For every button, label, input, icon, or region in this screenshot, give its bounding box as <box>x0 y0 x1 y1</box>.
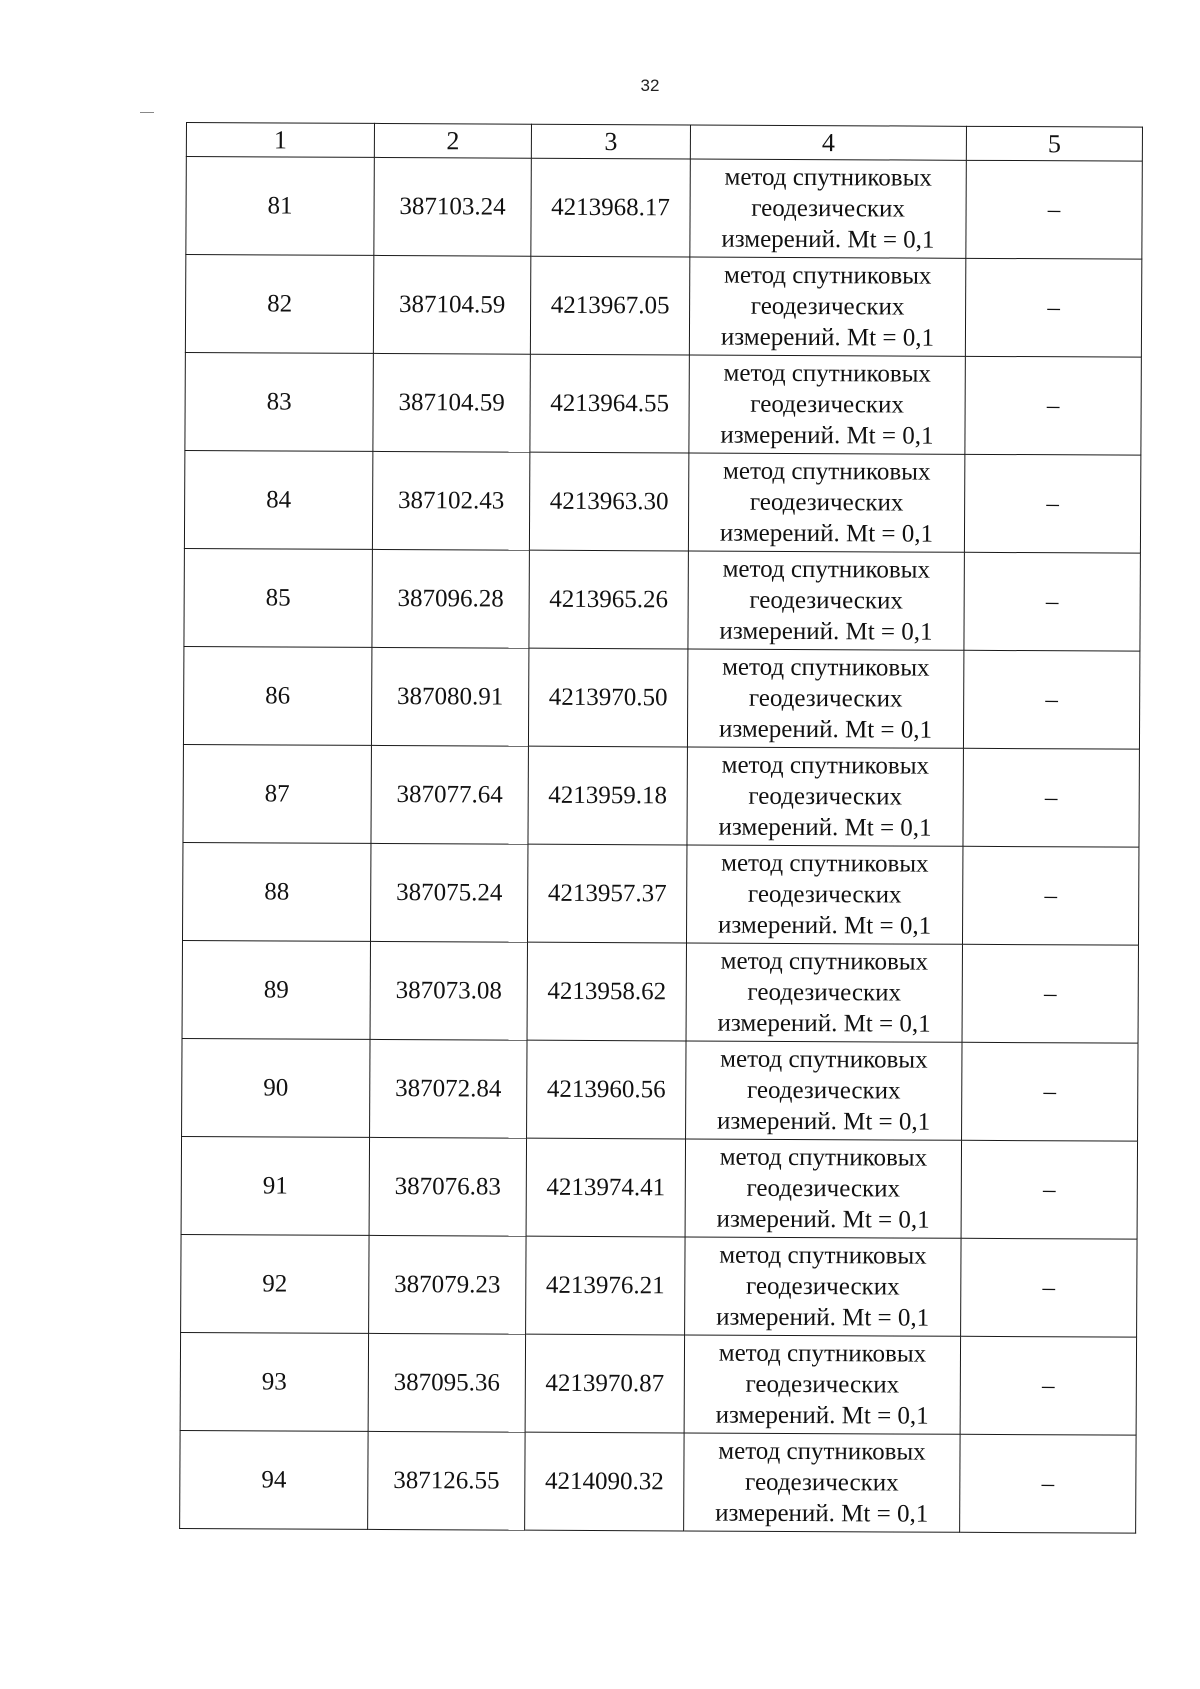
note-cell: – <box>961 1140 1137 1239</box>
method-cell <box>690 159 966 258</box>
table-row <box>186 157 1142 260</box>
table-row <box>180 1430 1136 1533</box>
point-number-cell: 87 <box>183 744 371 843</box>
method-line: измерений. Mt = 0,1 <box>719 617 933 646</box>
note-cell: – <box>963 748 1139 847</box>
method-line: измерений. Mt = 0,1 <box>718 813 932 842</box>
coordinate-x-cell: 387102.43 <box>372 451 529 550</box>
note-cell: – <box>964 454 1140 553</box>
method-line: измерений. Mt = 0,1 <box>720 323 935 352</box>
method-cell <box>686 845 962 944</box>
coordinate-y-cell: 4213967.05 <box>530 256 689 355</box>
point-number-cell: 89 <box>182 940 370 1039</box>
point-number-cell: 82 <box>185 255 373 354</box>
method-cell <box>687 747 963 846</box>
coordinates-table <box>179 122 1143 1534</box>
method-cell <box>689 257 965 356</box>
coordinate-x-cell: 387080.91 <box>371 647 528 746</box>
method-cell <box>685 1139 961 1238</box>
coordinate-x-cell: 387077.64 <box>371 745 528 844</box>
method-line: метод спутниковых <box>724 163 933 192</box>
method-line: геодезических <box>747 978 902 1007</box>
note-cell: – <box>964 552 1140 651</box>
coordinate-y-cell: 4213968.17 <box>531 158 690 257</box>
note-cell: – <box>963 650 1139 749</box>
coordinate-x-cell: 387126.55 <box>368 1431 525 1530</box>
note-cell: – <box>962 846 1138 945</box>
method-line: геодезических <box>750 292 905 321</box>
method-line: измерений. Mt = 0,1 <box>716 1303 930 1332</box>
coordinate-x-cell: 387104.59 <box>373 353 530 452</box>
method-cell <box>688 551 964 650</box>
coordinate-x-cell: 387073.08 <box>370 941 527 1040</box>
method-line: геодезических <box>749 488 904 517</box>
table-body <box>180 157 1143 1534</box>
method-line: метод спутниковых <box>723 261 932 290</box>
method-line: измерений. Mt = 0,1 <box>719 519 934 548</box>
table-row <box>183 842 1139 945</box>
method-line: измерений. Mt = 0,1 <box>720 421 934 450</box>
method-line: измерений. Mt = 0,1 <box>718 715 933 744</box>
method-line: геодезических <box>744 1468 899 1497</box>
table-row <box>183 744 1139 847</box>
table-row <box>182 1038 1138 1141</box>
point-number-cell: 92 <box>181 1234 369 1333</box>
note-cell: – <box>962 1042 1138 1141</box>
point-number-cell: 86 <box>183 646 371 745</box>
method-line: измерений. Mt = 0,1 <box>717 911 932 940</box>
method-cell <box>688 453 964 552</box>
header-row <box>186 123 1142 162</box>
method-line: метод спутниковых <box>718 1437 926 1466</box>
method-line: геодезических <box>745 1370 900 1399</box>
table-header <box>186 123 1142 162</box>
method-line: геодезических <box>746 1174 901 1203</box>
point-number-cell: 93 <box>180 1332 368 1431</box>
table-row <box>184 450 1140 553</box>
point-number-cell: 85 <box>184 548 372 647</box>
scan-tick-mark <box>140 112 154 113</box>
point-number-cell: 84 <box>184 450 372 549</box>
method-line: метод спутниковых <box>720 1045 928 1074</box>
method-line: геодезических <box>750 390 904 419</box>
method-line: метод спутниковых <box>722 555 931 584</box>
column-header-5: 5 <box>966 126 1142 161</box>
coordinate-y-cell: 4214090.32 <box>525 1432 684 1531</box>
note-cell: – <box>961 1238 1137 1337</box>
method-line: геодезических <box>749 586 904 615</box>
coordinate-y-cell: 4213964.55 <box>530 354 689 453</box>
column-header-3: 3 <box>531 124 690 159</box>
table-row <box>185 352 1141 455</box>
coordinate-x-cell: 387095.36 <box>368 1333 525 1432</box>
column-header-4: 4 <box>690 125 966 160</box>
table-row <box>180 1332 1136 1435</box>
coordinate-y-cell: 4213970.50 <box>528 648 687 747</box>
method-line: измерений. Mt = 0,1 <box>721 225 935 254</box>
point-number-cell: 88 <box>183 842 371 941</box>
method-cell <box>689 355 965 454</box>
method-cell <box>686 1041 962 1140</box>
coordinate-y-cell: 4213974.41 <box>526 1138 685 1237</box>
coordinate-x-cell: 387096.28 <box>372 549 529 648</box>
method-line: геодезических <box>746 1076 901 1105</box>
table-row <box>181 1136 1137 1239</box>
note-cell: – <box>960 1434 1136 1533</box>
table-row <box>181 1234 1137 1337</box>
table-row <box>183 646 1139 749</box>
method-cell <box>684 1433 960 1532</box>
coordinate-x-cell: 387072.84 <box>370 1039 527 1138</box>
method-line: метод спутниковых <box>721 849 929 878</box>
method-cell <box>687 649 963 748</box>
method-line: геодезических <box>745 1272 900 1301</box>
point-number-cell: 94 <box>180 1430 368 1529</box>
method-line: метод спутниковых <box>722 653 930 682</box>
method-line: геодезических <box>748 684 903 713</box>
coordinate-y-cell: 4213970.87 <box>525 1334 684 1433</box>
method-line: измерений. Mt = 0,1 <box>717 1009 931 1038</box>
note-cell: – <box>962 944 1138 1043</box>
note-cell: – <box>966 160 1142 259</box>
table-row <box>182 940 1138 1043</box>
column-header-1: 1 <box>186 123 374 158</box>
method-line: метод спутниковых <box>719 1143 928 1172</box>
coordinate-y-cell: 4213957.37 <box>527 844 686 943</box>
coordinate-x-cell: 387079.23 <box>369 1235 526 1334</box>
coordinate-x-cell: 387104.59 <box>373 255 530 354</box>
note-cell: – <box>965 258 1141 357</box>
method-line: метод спутниковых <box>718 1339 927 1368</box>
coordinate-y-cell: 4213976.21 <box>526 1236 685 1335</box>
coordinate-y-cell: 4213960.56 <box>527 1040 686 1139</box>
method-line: метод спутниковых <box>723 457 931 486</box>
coordinate-y-cell: 4213963.30 <box>529 452 688 551</box>
table-row <box>184 548 1140 651</box>
coordinate-y-cell: 4213965.26 <box>529 550 688 649</box>
method-line: измерений. Mt = 0,1 <box>715 1499 929 1528</box>
coordinate-y-cell: 4213959.18 <box>528 746 687 845</box>
method-cell <box>684 1335 960 1434</box>
note-cell: – <box>965 356 1141 455</box>
coordinate-x-cell: 387075.24 <box>370 843 527 942</box>
point-number-cell: 81 <box>186 157 374 256</box>
method-line: измерений. Mt = 0,1 <box>716 1205 930 1234</box>
coordinate-x-cell: 387103.24 <box>374 157 531 256</box>
page-number: 32 <box>640 76 660 95</box>
coordinate-x-cell: 387076.83 <box>369 1137 526 1236</box>
method-line: измерений. Mt = 0,1 <box>717 1107 931 1136</box>
method-line: геодезических <box>748 782 903 811</box>
point-number-cell: 91 <box>181 1136 369 1235</box>
point-number-cell: 90 <box>182 1038 370 1137</box>
column-header-2: 2 <box>374 123 531 158</box>
method-line: геодезических <box>747 880 902 909</box>
coordinate-y-cell: 4213958.62 <box>527 942 686 1041</box>
method-line: метод спутниковых <box>721 751 930 780</box>
method-line: метод спутниковых <box>720 947 929 976</box>
method-line: геодезических <box>751 194 905 223</box>
method-cell <box>686 943 962 1042</box>
method-line: метод спутниковых <box>723 359 932 388</box>
point-number-cell: 83 <box>185 352 373 451</box>
method-line: измерений. Mt = 0,1 <box>715 1401 929 1430</box>
method-line: метод спутниковых <box>719 1241 927 1270</box>
table-row <box>185 255 1141 358</box>
note-cell: – <box>960 1336 1136 1435</box>
method-cell <box>685 1237 961 1336</box>
